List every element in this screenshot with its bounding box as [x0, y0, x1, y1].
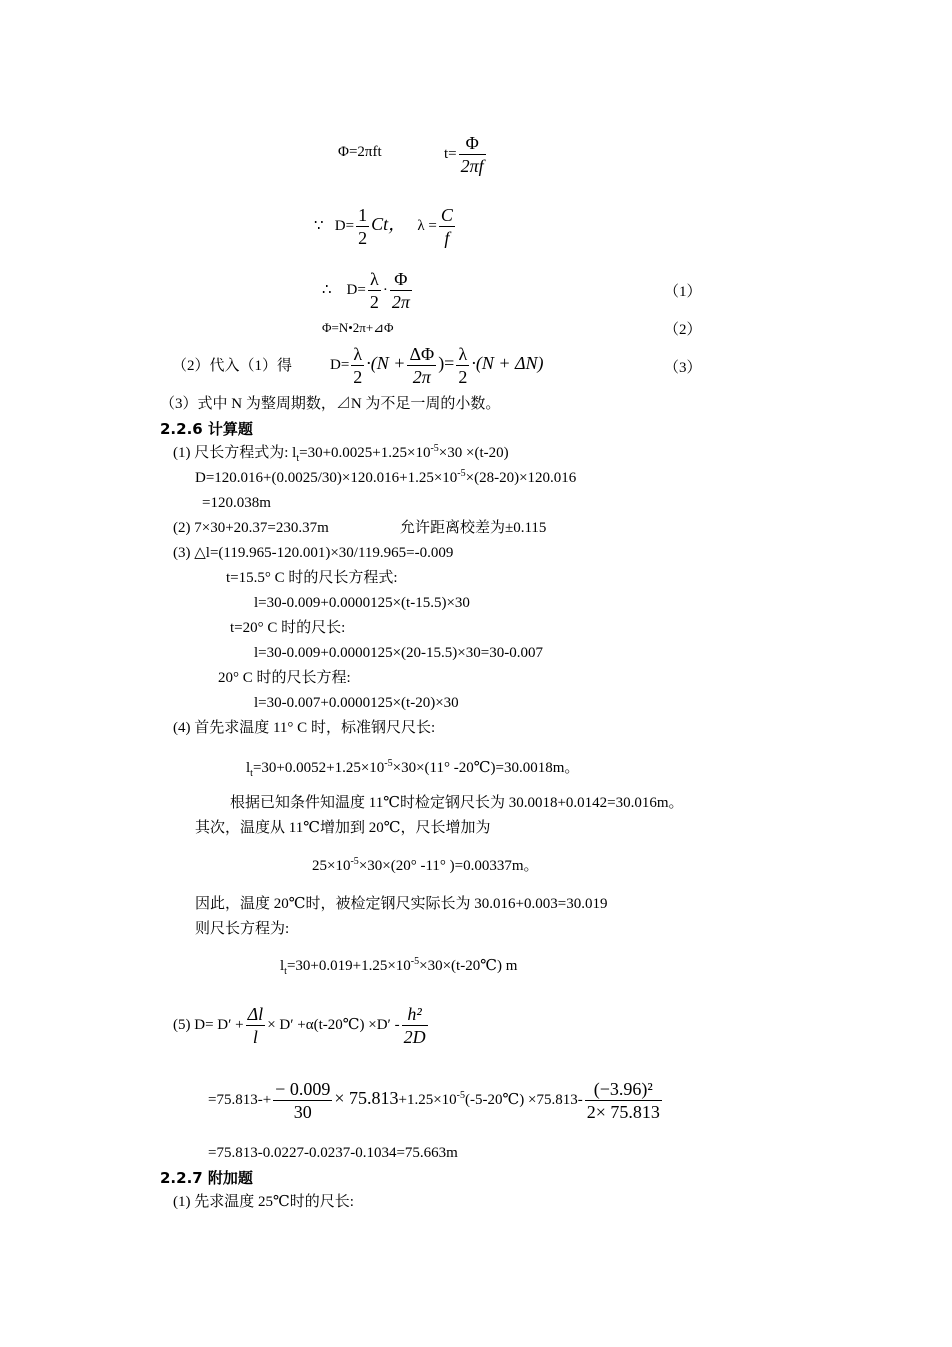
p3-line1: (3) △l=(119.965-120.001)×30/119.965=-0.009 — [173, 545, 454, 561]
note-eq3: （3）式中 N 为整周期数，⊿N 为不足一周的小数。 — [160, 396, 501, 412]
eq-2-label: （2） — [664, 322, 702, 338]
p3-line4: t=20° C 时的尺长: — [230, 620, 346, 636]
p6-line: (1) 先求温度 25℃时的尺长: — [173, 1194, 354, 1210]
t-numerator: Φ — [459, 132, 486, 155]
p3-line2: t=15.5° C 时的尺长方程式: — [226, 570, 398, 586]
p2-line: (2) 7×30+20.37=230.37m — [173, 520, 329, 536]
p5-line2: =75.813-+ $\frac{- 0.009}{30}$ × $75.813+1.25\times 10^{-5}(-5-20℃) \times 75.813-$ $\frac{\text{(−3.96)²}}{2\times 75.813}$ — [208, 1079, 660, 1122]
p3-line5: l=30-0.009+0.0000125×(20-15.5)×30=30-0.007 — [254, 645, 543, 661]
heading-2-2-7: 2.2.7 附加题 — [160, 1169, 253, 1187]
eq-3-label: （3） — [664, 360, 702, 376]
eq-since: ∵ D= $\frac{1}{2}$ Ct， λ = $\frac{C}{f}$ — [314, 205, 453, 248]
p3-line7: l=30-0.007+0.0000125×(t-20)×30 — [254, 695, 459, 711]
eq-phase-left: Φ=2πft — [338, 144, 382, 160]
eq-2: Φ=N•2π+⊿Φ — [322, 320, 394, 335]
eq-3: D= $\frac{\lambda}{2}$ ·(N + $\frac{\Delta\Phi}{2\pi}$ )= $\frac{\lambda}{2}$ ·(N + ΔN) — [330, 344, 544, 387]
heading-2-2-6: 2.2.6 计算题 — [160, 420, 253, 438]
p4-line8: $l_t=30+0.019+1.25\times 10^{-5}\times 30\times(t-20℃)$ m — [280, 956, 518, 977]
eq-1: ∴ D= $\frac{\lambda}{2}$ · $\frac{\Phi}{2\pi}$ — [322, 269, 410, 312]
eq-phase-t: t= $\frac{\Phi}{2\pi f}$ — [444, 133, 484, 176]
p3-line3: l=30-0.009+0.0000125×(t-15.5)×30 — [254, 595, 470, 611]
p1-line3: =120.038m — [202, 495, 271, 511]
p4-line2: $l_t=30+0.0052+1.25\times 10^{-5}\times 30\times(11^\circ$ -20℃)=30.0018m。 — [246, 758, 580, 779]
p5-line1: (5) D= D′ + $\frac{\Delta l}{l}$ × D′ +α(t-20℃) ×D′ - $\frac{\text{h²}}{2D}$ — [173, 1004, 426, 1047]
eq-1-label: （1） — [664, 284, 702, 300]
p4-line6: 因此，温度 20℃时，被检定钢尺实际长为 30.016+0.003=30.019 — [195, 896, 608, 912]
p5-line3: =75.813-0.0227-0.0237-0.1034=75.663m — [208, 1145, 458, 1161]
p4-line7: 则尺长方程为: — [195, 921, 290, 937]
p4-line3: 根据已知条件知温度 11℃时检定钢尺长为 30.0018+0.0142=30.016m。 — [230, 795, 684, 811]
p1-line1: (1) 尺长方程式为: $l_t=30+0.0025+1.25\times 10^{-5}\times 30 \times(t-20)$ — [173, 443, 509, 464]
p4-line5: $25\times 10^{-5}\times 30\times(20^\circ$ -11° )=0.00337m。 — [312, 856, 539, 874]
eq-3-prefix: （2）代入（1）得 — [172, 358, 293, 374]
p3-line6: 20° C 时的尺长方程: — [218, 670, 351, 686]
p4-line4: 其次，温度从 11℃增加到 20℃，尺长增加为 — [195, 820, 491, 836]
p1-line2: $D=120.016+(0.0025/30)\times 120.016+1.25\times 10^{-5}\times(28-20)\times 120.016$ — [195, 468, 577, 486]
t-denominator: 2πf — [460, 156, 484, 176]
p2-note: 允许距离校差为±0.115 — [400, 520, 547, 536]
p4-line1: (4) 首先求温度 11° C 时，标准钢尺尺长: — [173, 720, 436, 736]
